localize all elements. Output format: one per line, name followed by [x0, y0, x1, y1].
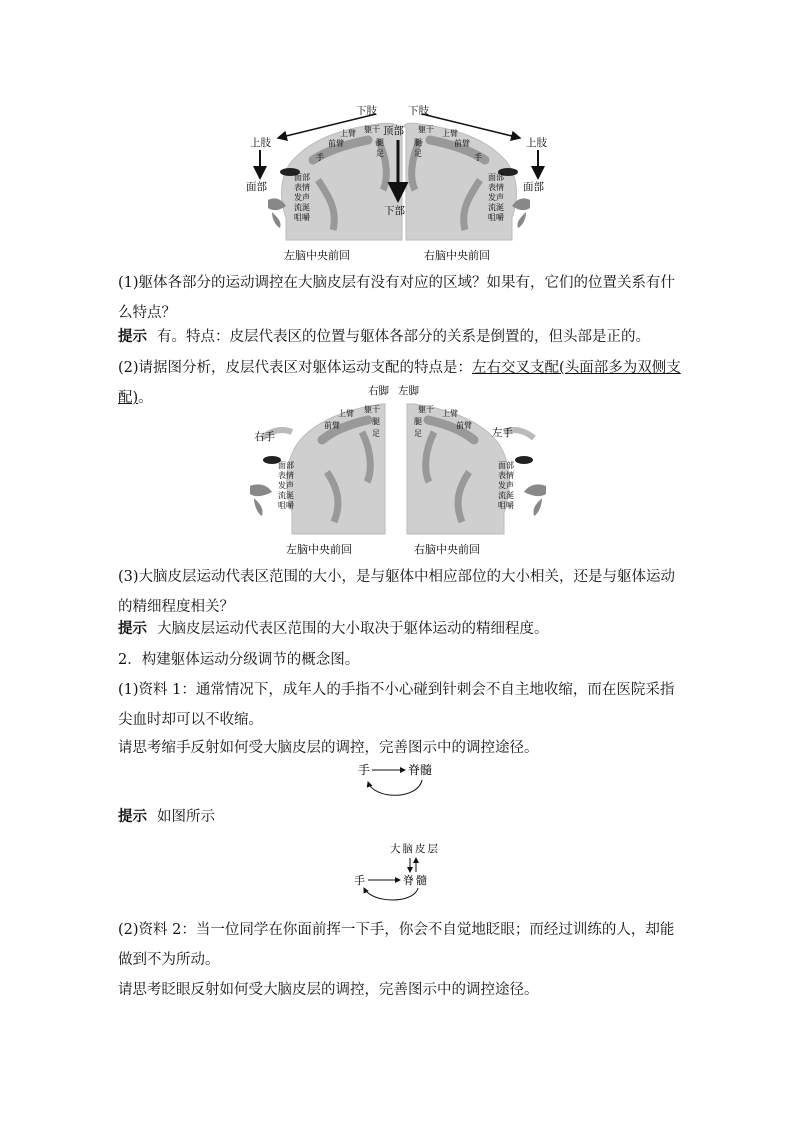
caption-right-brain-2: 右脑中央前回 — [414, 543, 480, 556]
tip-label: 提示 — [118, 808, 147, 825]
label-upperarm-left-2: 上臂 — [338, 409, 354, 418]
label-foot-right-2: 足 — [414, 429, 422, 438]
label-zu-right: 足 — [414, 149, 422, 158]
label-shou-right: 手 — [474, 153, 482, 162]
hand-label-2: 手 — [354, 874, 365, 887]
label-left-foot: 左脚 — [398, 385, 419, 397]
label-chewing-right: 咀嚼 — [488, 213, 504, 222]
tip-text: 如图所示 — [157, 809, 215, 825]
label-shou-left: 手 — [316, 153, 324, 162]
label-qianbi-left: 前臂 — [328, 139, 344, 148]
material-2: (2)资料 2：当一位同学在你面前挥一下手，你会不自觉地眨眼；而经过训练的人，却能做到不为所动。 — [118, 922, 675, 968]
tip-label: 提示 — [118, 620, 147, 637]
question-3: (3)大脑皮层运动代表区范围的大小，是与躯体中相应部位的大小相关，还是与躯体运动的精细程度相关？ — [118, 569, 676, 615]
tip-3 — [118, 614, 678, 644]
label-tui-right: 腿 — [414, 138, 422, 147]
label-face-right: 面部 — [488, 173, 504, 182]
label-voice-left: 发声 — [294, 193, 310, 202]
label-mianbu-right: 面部 — [523, 181, 544, 193]
cortex-label: 大脑皮层 — [390, 843, 440, 855]
tip-1 — [118, 322, 678, 352]
label-upperarm-right-2: 上臂 — [442, 409, 458, 418]
reflex-diagram-1 — [356, 758, 446, 802]
label-qugan-right: 躯干 — [418, 125, 434, 134]
label-zu-left: 足 — [376, 149, 384, 158]
label-shangbi-right: 上臂 — [442, 129, 458, 138]
label-chewing-left: 咀嚼 — [294, 213, 310, 222]
label-expression-left: 表情 — [294, 183, 310, 192]
label-salivation-right-2: 流涎 — [498, 491, 514, 500]
label-left-hand: 左手 — [492, 427, 513, 439]
label-foot-left-2: 足 — [372, 429, 380, 438]
label-voice-right-2: 发声 — [498, 481, 514, 490]
label-voice-right: 发声 — [488, 193, 504, 202]
tip-label: 提示 — [118, 328, 147, 345]
spine-label: 脊髓 — [408, 763, 433, 777]
label-expression-right: 表情 — [488, 183, 504, 192]
label-trunk-right-2: 躯干 — [418, 405, 434, 414]
material-1: (1)资料 1：通常情况下，成年人的手指不小心碰到针刺会不自主地收缩，而在医院采指尖血时却可以不收缩。 — [118, 682, 675, 728]
label-chewing-right-2: 咀嚼 — [498, 501, 514, 510]
question-2-suffix: 。 — [138, 390, 153, 406]
caption-right-brain: 右脑中央前回 — [424, 249, 490, 262]
label-trunk-left-2: 躯干 — [364, 405, 380, 414]
caption-left-brain-2: 左脑中央前回 — [286, 543, 352, 556]
label-leg-left-2: 腿 — [372, 417, 380, 426]
label-expression-right-2: 表情 — [498, 471, 514, 480]
label-leg-right-2: 腿 — [414, 417, 422, 426]
label-right-foot: 右脚 — [368, 385, 389, 397]
caption-left-brain: 左脑中央前回 — [284, 249, 350, 262]
label-salivation-right: 流涎 — [488, 203, 504, 212]
spine-label-2: 脊髓 — [403, 874, 429, 887]
label-shangzhi-right: 上肢 — [526, 137, 547, 149]
hand-label: 手 — [358, 763, 371, 777]
motor-cortex-figure-2 — [242, 382, 554, 560]
label-mianbu-left: 面部 — [246, 181, 267, 193]
label-salivation-left: 流涎 — [294, 203, 310, 212]
label-tui-left: 腿 — [376, 138, 384, 147]
label-expression-left-2: 表情 — [278, 471, 294, 480]
section-2-title: 2．构建躯体运动分级调节的概念图。 — [118, 652, 360, 668]
label-dingbu: 顶部 — [383, 125, 404, 137]
tip-text: 有。特点：皮层代表区的位置与躯体各部分的关系是倒置的，但头部是正的。 — [157, 329, 650, 345]
label-xiazhi-right: 下肢 — [408, 105, 429, 117]
label-right-hand: 右手 — [254, 431, 275, 443]
question-1: (1)躯体各部分的运动调控在大脑皮层有没有对应的区域？如果有，它们的位置关系有什么特点？ — [118, 275, 676, 321]
question-2-answer: 左右交叉支配(头面部多为双侧支配) — [118, 360, 681, 406]
label-shangbi-left: 上臂 — [340, 129, 356, 138]
label-salivation-left-2: 流涎 — [278, 491, 294, 500]
label-xiabu: 下部 — [384, 205, 405, 217]
label-qianbi-right: 前臂 — [454, 139, 470, 148]
tip-text: 大脑皮层运动代表区范围的大小取决于躯体运动的精细程度。 — [157, 621, 549, 637]
tip-m1 — [118, 802, 678, 832]
label-forearm-right-2: 前臂 — [456, 421, 472, 430]
label-forearm-left-2: 前臂 — [324, 421, 340, 430]
material-2-prompt: 请思考眨眼反射如何受大脑皮层的调控，完善图示中的调控途径。 — [118, 982, 539, 998]
label-face-left: 面部 — [294, 173, 310, 182]
motor-cortex-figure-1 — [238, 100, 560, 266]
label-qugan-left: 躯干 — [364, 125, 380, 134]
material-1-prompt: 请思考缩手反射如何受大脑皮层的调控，完善图示中的调控途径。 — [118, 740, 539, 756]
reflex-answer-diagram — [350, 838, 450, 902]
label-shangzhi-left: 上肢 — [250, 137, 271, 149]
label-xiazhi-left: 下肢 — [356, 105, 377, 117]
label-voice-left-2: 发声 — [278, 481, 294, 490]
label-face-right-2: 面部 — [498, 461, 514, 470]
label-face-left-2: 面部 — [278, 461, 294, 470]
label-chewing-left-2: 咀嚼 — [278, 501, 294, 510]
question-2-text: (2)请据图分析，皮层代表区对躯体运动支配的特点是： — [118, 360, 473, 376]
